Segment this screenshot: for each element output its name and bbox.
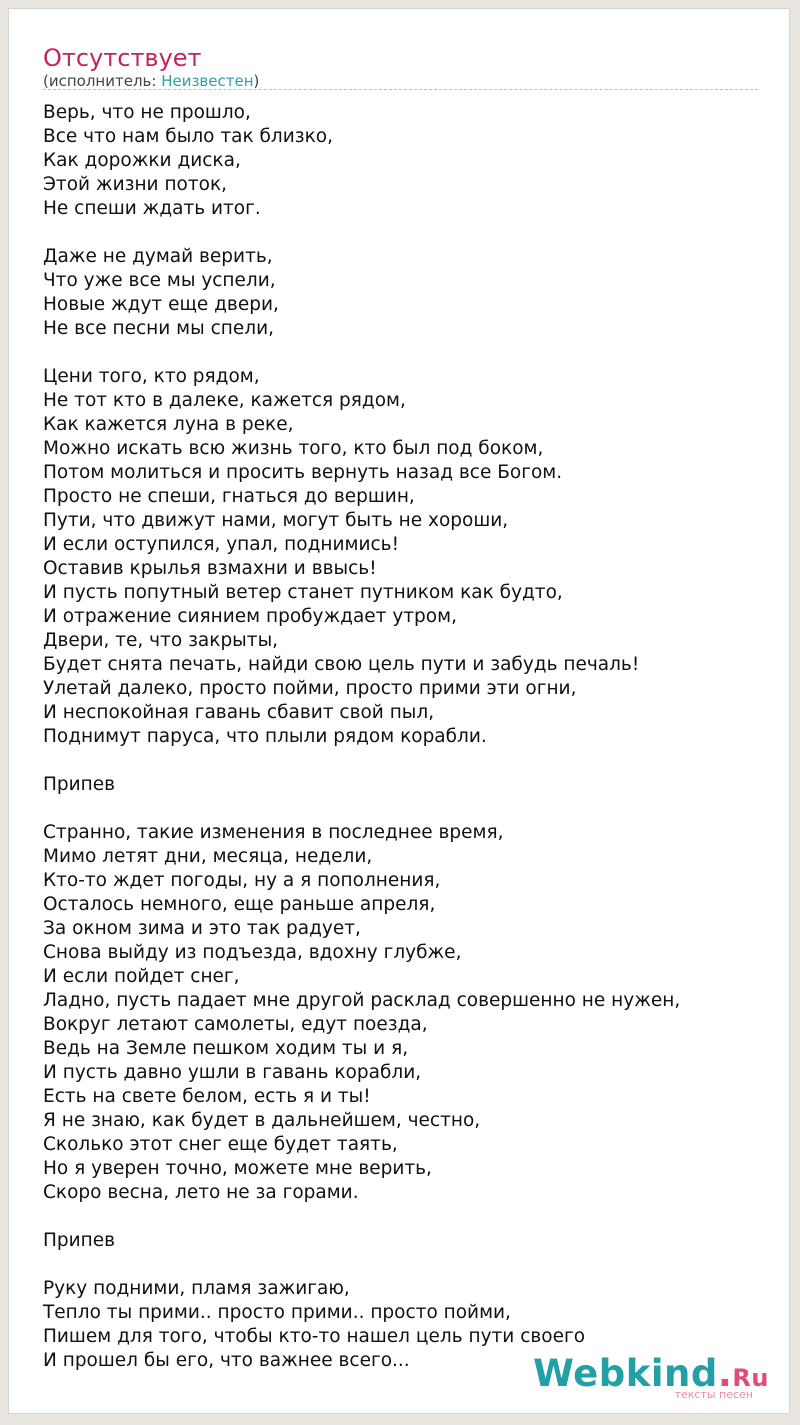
lyric-line: Просто не спеши, гнаться до вершин, <box>43 486 415 507</box>
lyric-line: Скоро весна, лето не за горами. <box>43 1182 359 1203</box>
lyric-line: Поднимут паруса, что плыли рядом корабли. <box>43 726 487 747</box>
lyric-line: Верь, что не прошло, <box>43 102 251 123</box>
lyric-line: Не все песни мы спели, <box>43 318 274 339</box>
lyric-line: Пути, что движут нами, могут быть не хороши, <box>43 510 509 531</box>
logo-tagline: тексты песен <box>674 1388 753 1401</box>
lyric-line: Даже не думай верить, <box>43 246 273 267</box>
lyric-line: Все что нам было так близко, <box>43 126 333 147</box>
lyrics-text <box>43 101 680 1397</box>
lyric-line: Новые ждут еще двери, <box>43 294 279 315</box>
artist-line <box>43 71 259 91</box>
lyric-line: И если оступился, упал, поднимись! <box>43 534 399 555</box>
lyric-line: Тепло ты прими.. просто прими.. просто пойми, <box>43 1302 511 1323</box>
stanza <box>43 821 680 1205</box>
lyric-line: Цени того, кто рядом, <box>43 366 260 387</box>
stanza <box>43 1229 680 1253</box>
lyric-line: Руку подними, пламя зажигаю, <box>43 1278 350 1299</box>
lyric-line: Будет снята печать, найди свою цель пути и забудь печаль! <box>43 654 640 675</box>
lyric-line: И прошел бы его, что важнее всего... <box>43 1350 410 1371</box>
stanza <box>43 245 680 341</box>
lyric-line: Мимо летят дни, месяца, недели, <box>43 846 373 867</box>
lyric-line: Сколько этот снег еще будет таять, <box>43 1134 398 1155</box>
stanza <box>43 101 680 221</box>
logo-word: Webkind <box>533 1352 718 1395</box>
logo-dot: . <box>717 1352 733 1395</box>
lyric-line: За окном зима и это так радует, <box>43 918 361 939</box>
lyric-line: Осталось немного, еще раньше апреля, <box>43 894 436 915</box>
lyric-line: Я не знаю, как будет в дальнейшем, честно, <box>43 1110 481 1131</box>
lyric-line: Припев <box>43 1230 116 1251</box>
lyric-line: И неспокойная гавань сбавит свой пыл, <box>43 702 435 723</box>
stanza <box>43 773 680 797</box>
lyric-line: Оставив крылья взмахни и ввысь! <box>43 558 377 579</box>
lyric-line: Не тот кто в далеке, кажется рядом, <box>43 390 406 411</box>
lyric-line: Улетай далеко, просто пойми, просто прими эти огни, <box>43 678 577 699</box>
artist-link[interactable]: Неизвестен <box>161 72 254 90</box>
stanza <box>43 365 680 749</box>
artist-suffix: ) <box>253 72 260 90</box>
lyric-line: Этой жизни поток, <box>43 174 228 195</box>
artist-prefix: (исполнитель: <box>43 72 162 90</box>
lyric-line: Потом молиться и просить вернуть назад все Богом. <box>43 462 563 483</box>
lyric-line: И пусть давно ушли в гавань корабли, <box>43 1062 422 1083</box>
webkind-logo[interactable] <box>533 1354 769 1401</box>
lyric-line: Как кажется луна в реке, <box>43 414 294 435</box>
lyric-line: Есть на свете белом, есть я и ты! <box>43 1086 371 1107</box>
lyric-line: Можно искать всю жизнь того, кто был под боком, <box>43 438 544 459</box>
lyric-line: Что уже все мы успели, <box>43 270 276 291</box>
title-divider <box>43 89 758 90</box>
lyrics-page <box>8 8 790 1414</box>
lyric-line: Странно, такие изменения в последнее время, <box>43 822 504 843</box>
lyric-line: И пусть попутный ветер станет путником как будто, <box>43 582 563 603</box>
lyric-line: Припев <box>43 774 116 795</box>
lyric-line: Снова выйду из подъезда, вдохну глубже, <box>43 942 462 963</box>
lyric-line: Как дорожки диска, <box>43 150 241 171</box>
lyric-line: Двери, те, что закрыты, <box>43 630 279 651</box>
lyric-line: Пишем для того, чтобы кто-то нашел цель пути своего <box>43 1326 586 1347</box>
lyric-line: Не спеши ждать итог. <box>43 198 261 219</box>
song-title: Отсутствует <box>43 44 202 72</box>
lyric-line: Вокруг летают самолеты, едут поезда, <box>43 1014 428 1035</box>
logo-tld: Ru <box>732 1364 769 1392</box>
lyric-line: Ладно, пусть падает мне другой расклад совершенно не нужен, <box>43 990 681 1011</box>
lyric-line: Но я уверен точно, можете мне верить, <box>43 1158 432 1179</box>
lyric-line: Кто-то ждет погоды, ну а я пополнения, <box>43 870 441 891</box>
lyric-line: И если пойдет снег, <box>43 966 240 987</box>
lyric-line: И отражение сиянием пробуждает утром, <box>43 606 457 627</box>
lyric-line: Ведь на Земле пешком ходим ты и я, <box>43 1038 409 1059</box>
